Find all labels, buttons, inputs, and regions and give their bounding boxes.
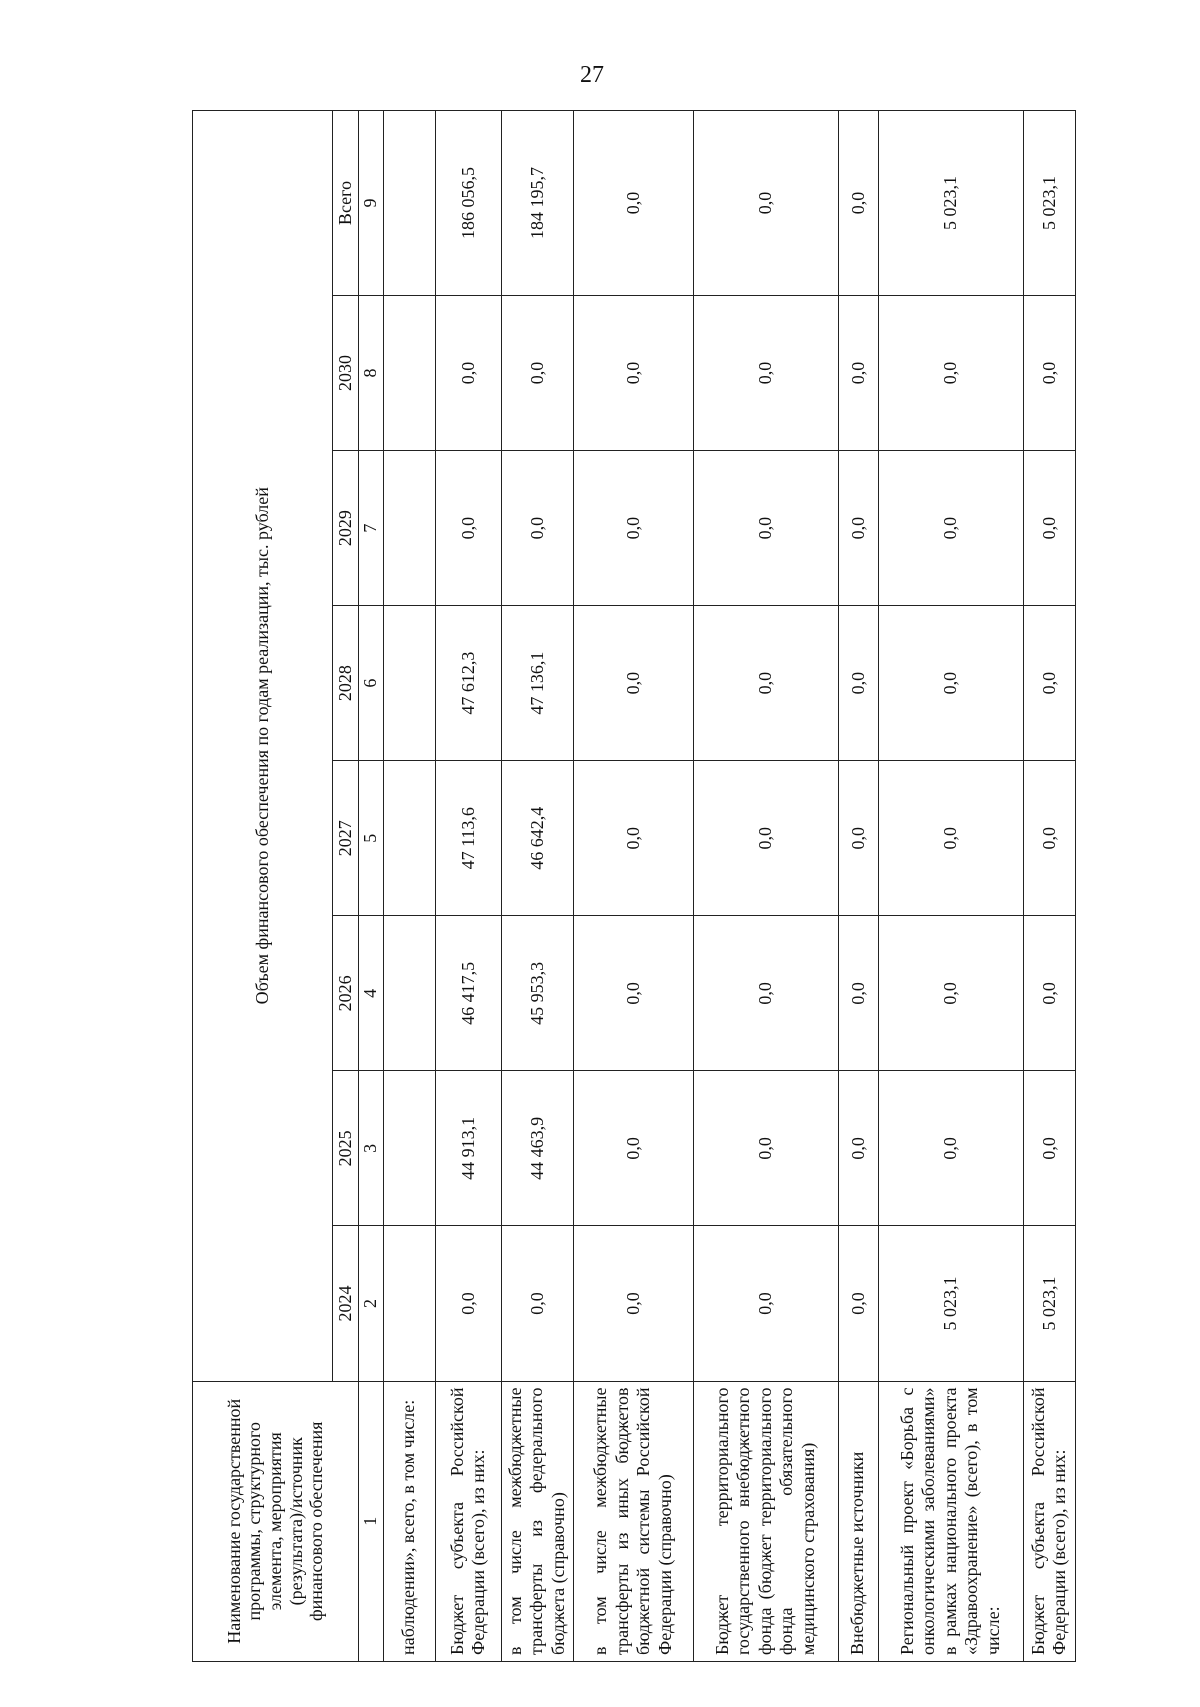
row-name: Бюджет территориального государственного внебюджетного фонда (бюджет территориального фонда обязательного медицинского страхования)	[693, 1381, 838, 1661]
cell-value: 0,0	[693, 761, 838, 916]
header-year: 2029	[333, 451, 359, 606]
header-group: Объем финансового обеспечения по годам реализации, тыс. рублей	[193, 111, 333, 1382]
cell-value: 0,0	[693, 1226, 838, 1381]
row-name: Внебюджетные источники	[838, 1381, 878, 1661]
cell-value	[383, 111, 435, 296]
cell-value: 0,0	[693, 111, 838, 296]
cell-value: 44 463,9	[501, 1071, 573, 1226]
column-index: 5	[358, 761, 383, 916]
cell-value: 47 612,3	[435, 606, 501, 761]
row-name: Бюджет субъекта Российской Федерации (всего), из них:	[1023, 1381, 1075, 1661]
column-index: 2	[358, 1226, 383, 1381]
rotated-table-container	[192, 110, 1070, 1662]
cell-value	[383, 451, 435, 606]
cell-value: 0,0	[838, 1226, 878, 1381]
table-row	[838, 111, 878, 1662]
cell-value: 0,0	[693, 1071, 838, 1226]
cell-value: 0,0	[693, 451, 838, 606]
cell-value: 0,0	[573, 451, 693, 606]
cell-value: 5 023,1	[1023, 111, 1075, 296]
cell-value: 44 913,1	[435, 1071, 501, 1226]
cell-value: 45 953,3	[501, 916, 573, 1071]
cell-value: 0,0	[878, 451, 1023, 606]
table-row	[383, 111, 435, 1662]
cell-value: 186 056,5	[435, 111, 501, 296]
table-row	[501, 111, 573, 1662]
cell-value: 46 642,4	[501, 761, 573, 916]
column-index: 3	[358, 1071, 383, 1226]
header-year: 2028	[333, 606, 359, 761]
cell-value: 0,0	[693, 606, 838, 761]
cell-value: 0,0	[878, 761, 1023, 916]
row-name: Региональный проект «Борьба с онкологическими заболеваниями» в рамках национального проекта «Здравоохранение» (всего), в том числе:	[878, 1381, 1023, 1661]
cell-value: 0,0	[573, 1071, 693, 1226]
cell-value	[383, 916, 435, 1071]
page-number: 27	[580, 62, 604, 88]
cell-value: 47 113,6	[435, 761, 501, 916]
cell-value: 0,0	[501, 451, 573, 606]
row-name: Бюджет субъекта Российской Федерации (всего), из них:	[435, 1381, 501, 1661]
cell-value: 0,0	[878, 295, 1023, 450]
cell-value: 0,0	[1023, 1071, 1075, 1226]
financing-table	[192, 110, 1076, 1662]
cell-value: 0,0	[838, 916, 878, 1071]
cell-value: 0,0	[1023, 606, 1075, 761]
cell-value: 0,0	[1023, 916, 1075, 1071]
cell-value: 0,0	[573, 1226, 693, 1381]
cell-value: 5 023,1	[878, 1226, 1023, 1381]
header-total: Всего	[333, 111, 359, 296]
row-name: в том числе межбюджетные трансферты из федерального бюджета (справочно)	[501, 1381, 573, 1661]
header-year: 2026	[333, 916, 359, 1071]
cell-value: 0,0	[838, 451, 878, 606]
cell-value: 0,0	[693, 295, 838, 450]
cell-value: 184 195,7	[501, 111, 573, 296]
cell-value: 0,0	[573, 606, 693, 761]
cell-value	[383, 295, 435, 450]
cell-value: 0,0	[501, 1226, 573, 1381]
cell-value: 0,0	[573, 111, 693, 296]
cell-value	[383, 1071, 435, 1226]
column-index: 9	[358, 111, 383, 296]
column-index: 1	[358, 1381, 383, 1661]
cell-value: 0,0	[838, 761, 878, 916]
table-row	[1023, 111, 1075, 1662]
table-row	[693, 111, 838, 1662]
cell-value: 0,0	[501, 295, 573, 450]
row-name: в том числе межбюджетные трансферты из иных бюджетов бюджетной системы Российской Федерации (справочно)	[573, 1381, 693, 1661]
header-year: 2027	[333, 761, 359, 916]
cell-value: 46 417,5	[435, 916, 501, 1071]
row-name: наблюдении», всего, в том числе:	[383, 1381, 435, 1661]
header-year: 2025	[333, 1071, 359, 1226]
cell-value: 0,0	[838, 295, 878, 450]
table-row	[435, 111, 501, 1662]
cell-value: 0,0	[838, 1071, 878, 1226]
cell-value	[383, 1226, 435, 1381]
cell-value: 0,0	[435, 1226, 501, 1381]
cell-value: 47 136,1	[501, 606, 573, 761]
table-row	[573, 111, 693, 1662]
cell-value: 0,0	[435, 295, 501, 450]
cell-value: 0,0	[435, 451, 501, 606]
cell-value: 0,0	[1023, 761, 1075, 916]
column-index: 7	[358, 451, 383, 606]
cell-value: 5 023,1	[878, 111, 1023, 296]
cell-value: 0,0	[878, 606, 1023, 761]
cell-value: 0,0	[838, 111, 878, 296]
header-name-column: Наименование государственной программы, структурного элемента, мероприятия (результата)/источник финансового обеспечения	[193, 1381, 359, 1661]
cell-value: 0,0	[838, 606, 878, 761]
cell-value: 0,0	[1023, 295, 1075, 450]
cell-value: 0,0	[1023, 451, 1075, 606]
cell-value	[383, 761, 435, 916]
cell-value	[383, 606, 435, 761]
cell-value: 0,0	[878, 916, 1023, 1071]
column-index: 4	[358, 916, 383, 1071]
cell-value: 0,0	[573, 761, 693, 916]
header-year: 2024	[333, 1226, 359, 1381]
column-index: 8	[358, 295, 383, 450]
header-year: 2030	[333, 295, 359, 450]
column-index: 6	[358, 606, 383, 761]
cell-value: 0,0	[573, 916, 693, 1071]
cell-value: 0,0	[878, 1071, 1023, 1226]
table-row	[878, 111, 1023, 1662]
cell-value: 5 023,1	[1023, 1226, 1075, 1381]
cell-value: 0,0	[573, 295, 693, 450]
cell-value: 0,0	[693, 916, 838, 1071]
